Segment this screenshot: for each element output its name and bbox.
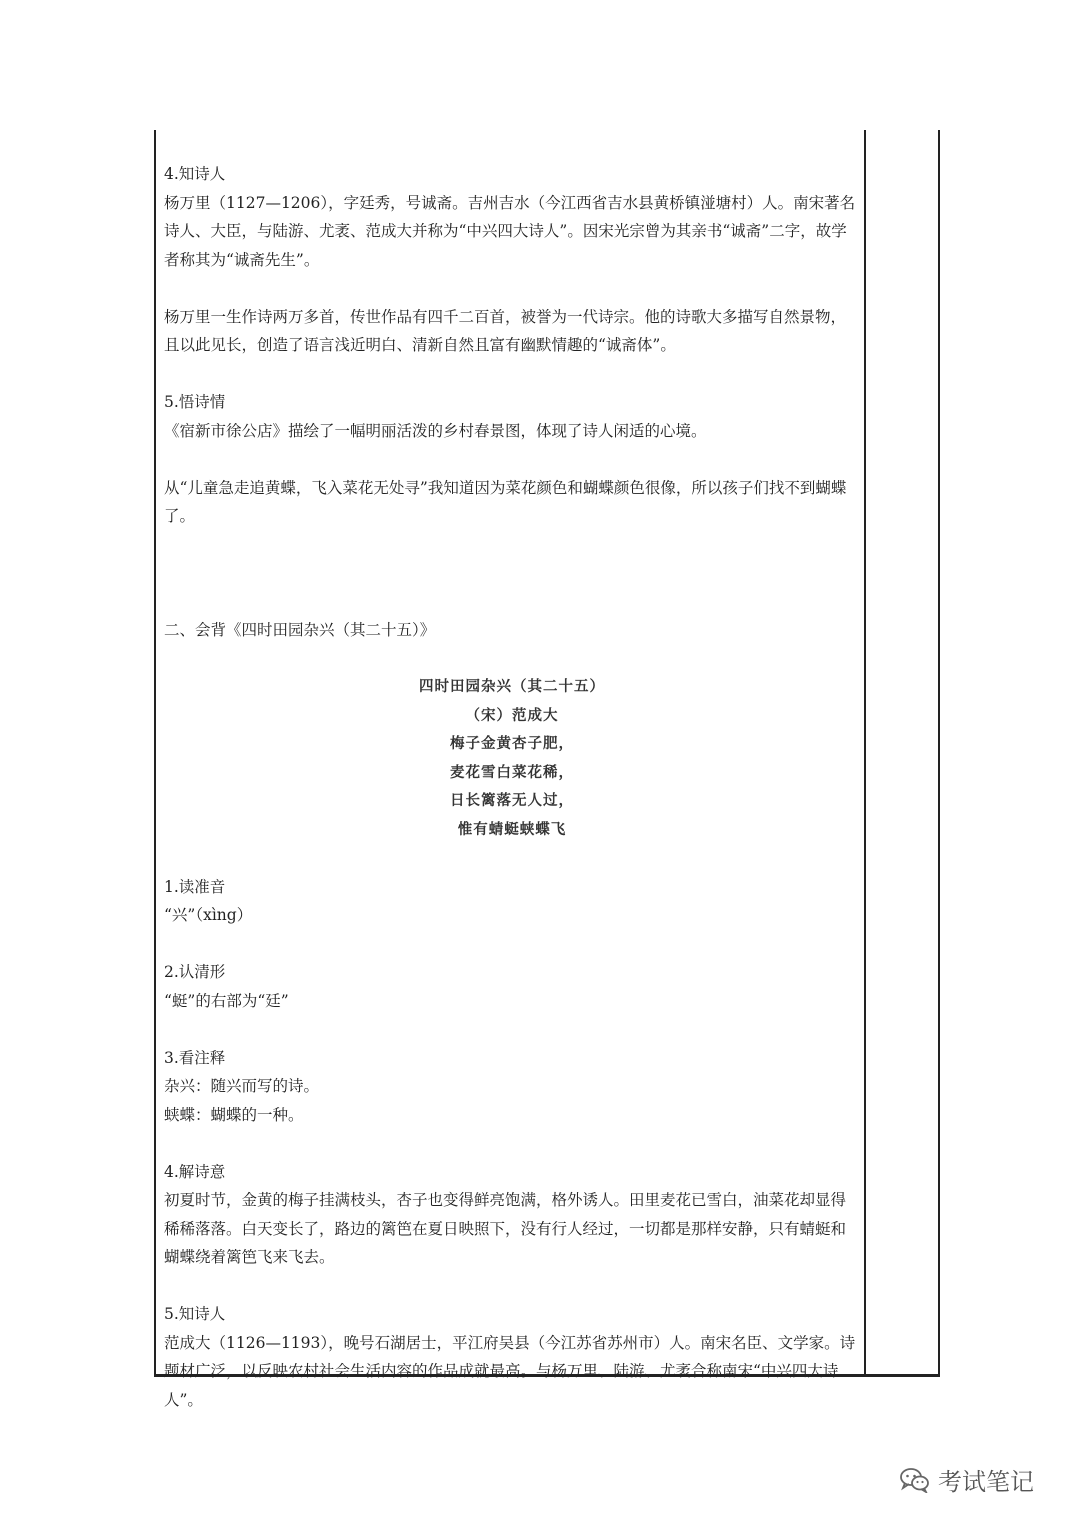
poem-title: 四时田园杂兴（其二十五） (419, 678, 605, 695)
paragraph: 杨万里（1127—1206），字廷秀，号诚斋。吉州吉水（今江西省吉水县黄桥镇湴塘村）人。南宋著名诗人、大臣，与陆游、尤袤、范成大并称为“中兴四大诗人”。因宋光宗曾为其亲书“诚斋”二字，故学者称其为“诚斋先生”。 (164, 193, 856, 269)
paragraph: 杨万里一生作诗两万多首，传世作品有四千二百首，被誉为一代诗宗。他的诗歌大多描写自然景物，且以此见长，创造了语言浅近明白、清新自然且富有幽默情趣的“诚斋体”。 (164, 307, 847, 354)
section-heading: 4.知诗人 (164, 165, 226, 183)
section-heading: 2.认清形 (164, 963, 226, 981)
document-content (164, 160, 860, 1414)
section-heading: 4.解诗意 (164, 1162, 226, 1181)
section-heading: 1.读准音 (164, 877, 226, 896)
paragraph: “兴”（xìng） (164, 906, 253, 924)
poem-line: 惟有蜻蜓蛱蝶飞 (457, 820, 567, 838)
paragraph: 从“儿童急走追黄蝶，飞入菜花无处寻”我知道因为菜花颜色和蝴蝶颜色很像，所以孩子们找不到蝴蝶了。 (164, 478, 847, 525)
wechat-icon (900, 1467, 930, 1493)
poem-line: 梅子金黄杏子肥， (450, 735, 574, 752)
section-heading: 3.看注释 (164, 1048, 226, 1067)
table-border-middle (864, 130, 866, 1377)
watermark (900, 1462, 1034, 1497)
section-heading: 5.悟诗情 (164, 393, 226, 411)
section-heading: 5.知诗人 (164, 1305, 226, 1323)
poem-line: 日长篱落无人过， (450, 792, 574, 809)
table-border-left (154, 130, 156, 1377)
poem-line: 麦花雪白菜花稀， (450, 763, 574, 781)
paragraph: 杂兴：随兴而写的诗。 (164, 1077, 320, 1095)
table-border-right (938, 130, 940, 1377)
watermark-text: 考试笔记 (938, 1468, 1034, 1496)
paragraph: “蜓”的右部为“廷” (164, 991, 289, 1010)
poem-block (164, 673, 860, 844)
paragraph: 初夏时节，金黄的梅子挂满枝头，杏子也变得鲜亮饱满，格外诱人。田里麦花已雪白，油菜花却显得稀稀落落。白天变长了，路边的篱笆在夏日映照下，没有行人经过，一切都是那样安静，只有蜻蜓和蝴蝶绕着篱笆飞来飞去。 (164, 1191, 847, 1266)
poem-author: （宋）范成大 (465, 706, 559, 724)
paragraph: 范成大（1126—1193），晚号石湖居士，平江府吴县（今江苏省苏州市）人。南宋名臣、文学家。诗题材广泛，以反映农村社会生活内容的作品成就最高。与杨万里、陆游、尤袤合称南宋“中兴四大诗人”。 (164, 1333, 856, 1409)
paragraph: 《宿新市徐公店》描绘了一幅明丽活泼的乡村春景图，体现了诗人闲适的心境。 (164, 421, 707, 440)
part-heading: 二、会背《四时田园杂兴（其二十五）》 (164, 621, 436, 639)
paragraph: 蛱蝶：蝴蝶的一种。 (164, 1105, 304, 1124)
